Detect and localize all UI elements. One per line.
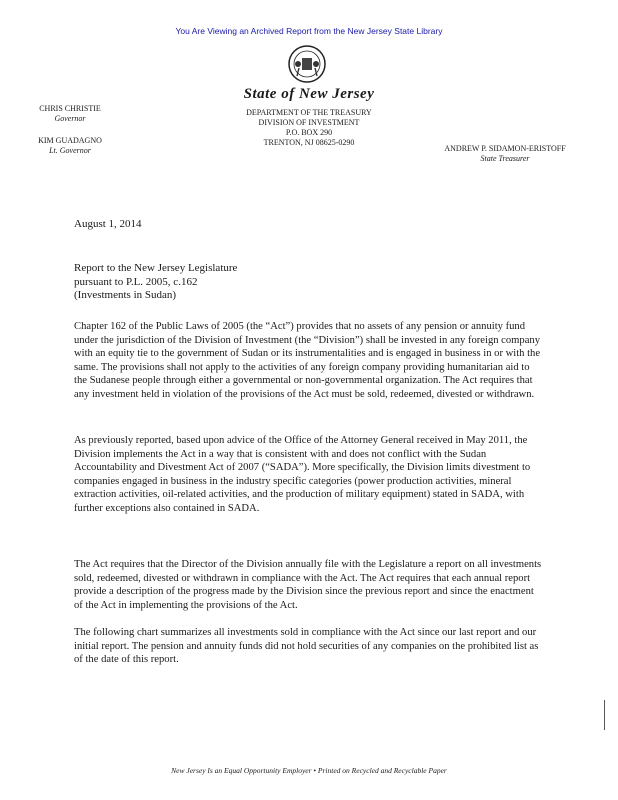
lt-governor-name: KIM GUADAGNO (38, 136, 102, 145)
dept-line: P.O. BOX 290 (285, 128, 333, 137)
dept-line: TRENTON, NJ 08625-0290 (263, 138, 355, 147)
subject-line: pursuant to P.L. 2005, c.162 (74, 275, 198, 288)
department-address (0, 108, 618, 148)
dept-line: DIVISION OF INVESTMENT (258, 118, 360, 127)
archive-banner: You Are Viewing an Archived Report from the New Jersey State Library (175, 26, 443, 36)
paragraph: Chapter 162 of the Public Laws of 2005 (the “Act”) provides that no assets of any pension or annuity fund under the jurisdiction of the Division of Investment (the “Division”) shall be invested in any foreign company with an equity tie to the government of Sudan or its instrumentalities and is engaged in business in or with the same. The provisions shall not apply to the activities of any foreign company providing humanitarian aid to the Sudanese people through either a governmental or non-governmental organization. The Act requires that any investment held in violation of the provisions of the Act must be sold, redeemed, divested or withdrawn. (74, 321, 541, 400)
paragraph: The following chart summarizes all investments sold in compliance with the Act since our last report and our initial report. The pension and annuity funds did not hold securities of any companies on the prohibited list as of the date of this report. (74, 627, 539, 666)
treasurer-name: ANDREW P. SIDAMON-ERISTOFF (444, 144, 566, 153)
subject-line: (Investments in Sudan) (74, 289, 177, 301)
treasurer-title: State Treasurer (480, 154, 530, 163)
subject-line: Report to the New Jersey Legislature (74, 262, 238, 274)
state-seal-icon (287, 44, 327, 84)
dept-line: DEPARTMENT OF THE TREASURY (246, 108, 372, 117)
paragraph: As previously reported, based upon advice of the Office of the Attorney General received in May 2011, the Division implements the Act in a way that is consistent with and does not conflict with the Sudan Accountability and Divestment Act of 2007 (“SADA”). More specifically, the Division limits divestment to companies engaged in business in the industry specific categories (power production activities, mineral extraction activities, oil-related activities, and the production of military equipment) stated in SADA, with further exceptions also contained in SADA. (74, 435, 531, 514)
subject-block (74, 262, 237, 303)
paragraph: The Act requires that the Director of the Division annually file with the Legislature a report on all investments sold, redeemed, divested or withdrawn in compliance with the Act. The Act requires that each annual report provide a description of the progress made by the Division since the previous report and since the enactment of the Act in implementing the provisions of the Act. (74, 559, 542, 611)
governor-title: Governor (54, 114, 86, 123)
footer-note: New Jersey Is an Equal Opportunity Employer • Printed on Recycled and Recyclable Paper (171, 766, 447, 775)
lt-governor-title: Lt. Governor (49, 146, 91, 155)
governor-name: CHRIS CHRISTIE (39, 104, 101, 113)
state-name-heading: State of New Jersey (243, 86, 375, 102)
scan-mark (604, 700, 605, 730)
treasurer-block (430, 144, 580, 164)
letter-date: August 1, 2014 (74, 218, 142, 230)
